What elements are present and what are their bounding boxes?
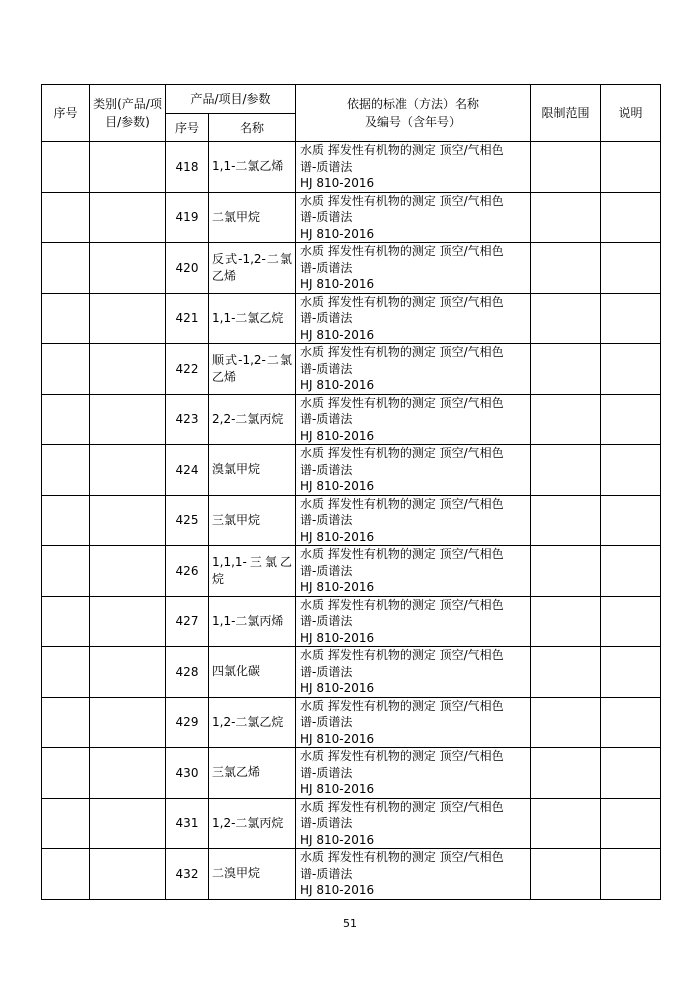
standard-line-2: 谱-质谱法 xyxy=(300,260,353,275)
standard-line-2: 谱-质谱法 xyxy=(300,210,353,224)
standard-line-2: 谱-质谱法 xyxy=(300,412,353,426)
item-name: 三氯甲烷 xyxy=(209,495,296,546)
standard-line-1: 水质 挥发性有机物的测定 顶空/气相色 xyxy=(300,648,504,662)
standard-line-2: 谱-质谱法 xyxy=(300,664,353,679)
limit-cell xyxy=(531,596,601,647)
standard-line-3: HJ 810-2016 xyxy=(300,731,375,746)
standard-line-3: HJ 810-2016 xyxy=(300,226,375,241)
seq-cell xyxy=(42,293,90,344)
item-name: 四氯化碳 xyxy=(209,647,296,698)
seq-cell xyxy=(42,495,90,546)
seq-cell xyxy=(42,697,90,748)
standard-cell xyxy=(296,192,531,243)
note-cell xyxy=(601,243,661,294)
seq-cell xyxy=(42,798,90,849)
standard-line-3: HJ 810-2016 xyxy=(300,782,375,796)
item-number: 419 xyxy=(166,192,209,243)
item-name: 1,1-二氯乙烷 xyxy=(209,293,296,344)
table-row xyxy=(42,697,661,748)
standard-line-1: 水质 挥发性有机物的测定 顶空/气相色 xyxy=(300,294,504,309)
table-row xyxy=(42,394,661,445)
item-name: 溴氯甲烷 xyxy=(209,445,296,496)
item-number: 420 xyxy=(166,243,209,294)
seq-cell xyxy=(42,748,90,799)
limit-cell xyxy=(531,647,601,698)
standard-line-2: 谱-质谱法 xyxy=(300,361,353,376)
item-name: 顺式-1,2-二氯乙烯 xyxy=(209,344,296,395)
note-cell xyxy=(601,394,661,445)
limit-cell xyxy=(531,192,601,243)
note-cell xyxy=(601,596,661,647)
table-row xyxy=(42,293,661,344)
table-row xyxy=(42,192,661,243)
standard-line-3: HJ 810-2016 xyxy=(300,832,375,847)
table-row xyxy=(42,546,661,597)
seq-cell xyxy=(42,344,90,395)
limit-cell xyxy=(531,394,601,445)
item-name: 二溴甲烷 xyxy=(209,849,296,900)
item-number: 427 xyxy=(166,596,209,647)
category-cell xyxy=(90,344,166,395)
limit-cell xyxy=(531,243,601,294)
standard-line-1: 水质 挥发性有机物的测定 顶空/气相色 xyxy=(300,345,504,359)
category-cell xyxy=(90,849,166,900)
seq-cell xyxy=(42,546,90,597)
standard-cell xyxy=(296,647,531,698)
standard-cell xyxy=(296,849,531,900)
item-number: 430 xyxy=(166,748,209,799)
seq-cell xyxy=(42,394,90,445)
note-cell xyxy=(601,546,661,597)
item-name: 1,1,1-三氯乙烷 xyxy=(209,546,296,597)
standard-cell xyxy=(296,697,531,748)
standard-line-2: 谱-质谱法 xyxy=(300,866,353,881)
header-sub-name: 名称 xyxy=(209,114,296,142)
header-seq: 序号 xyxy=(42,85,90,142)
note-cell xyxy=(601,344,661,395)
standard-line-2: 谱-质谱法 xyxy=(300,159,353,174)
item-number: 421 xyxy=(166,293,209,344)
item-number: 422 xyxy=(166,344,209,395)
item-number: 431 xyxy=(166,798,209,849)
standard-line-1: 水质 挥发性有机物的测定 顶空/气相色 xyxy=(300,698,504,713)
item-number: 424 xyxy=(166,445,209,496)
standard-line-1: 水质 挥发性有机物的测定 顶空/气相色 xyxy=(300,143,504,157)
standard-line-3: HJ 810-2016 xyxy=(300,378,375,392)
standard-cell xyxy=(296,445,531,496)
table-row xyxy=(42,748,661,799)
note-cell xyxy=(601,192,661,243)
standard-line-3: HJ 810-2016 xyxy=(300,580,375,594)
seq-cell xyxy=(42,192,90,243)
standard-cell xyxy=(296,344,531,395)
note-cell xyxy=(601,647,661,698)
standard-line-2: 谱-质谱法 xyxy=(300,462,353,477)
table-row xyxy=(42,495,661,546)
limit-cell xyxy=(531,849,601,900)
category-cell xyxy=(90,697,166,748)
note-cell xyxy=(601,748,661,799)
header-standard xyxy=(296,85,531,142)
item-number: 423 xyxy=(166,394,209,445)
category-cell xyxy=(90,243,166,294)
item-name: 三氯乙烯 xyxy=(209,748,296,799)
seq-cell xyxy=(42,596,90,647)
standard-cell xyxy=(296,596,531,647)
standard-cell xyxy=(296,546,531,597)
standard-line-2: 谱-质谱法 xyxy=(300,513,353,527)
standard-line-1: 水质 挥发性有机物的测定 顶空/气相色 xyxy=(300,193,504,208)
seq-cell xyxy=(42,445,90,496)
table-row xyxy=(42,142,661,193)
standard-cell xyxy=(296,798,531,849)
table-row xyxy=(42,596,661,647)
limit-cell xyxy=(531,293,601,344)
limit-cell xyxy=(531,546,601,597)
limit-cell xyxy=(531,142,601,193)
note-cell xyxy=(601,293,661,344)
standard-line-3: HJ 810-2016 xyxy=(300,479,375,493)
standard-line-1: 水质 挥发性有机物的测定 顶空/气相色 xyxy=(300,597,504,612)
standard-line-2: 谱-质谱法 xyxy=(300,816,353,830)
category-cell xyxy=(90,798,166,849)
note-cell xyxy=(601,142,661,193)
table-row xyxy=(42,647,661,698)
category-cell xyxy=(90,748,166,799)
standard-cell xyxy=(296,394,531,445)
category-cell xyxy=(90,596,166,647)
standard-line-3: HJ 810-2016 xyxy=(300,176,375,190)
standard-line-1: 水质 挥发性有机物的测定 顶空/气相色 xyxy=(300,446,504,460)
seq-cell xyxy=(42,647,90,698)
note-cell xyxy=(601,697,661,748)
limit-cell xyxy=(531,495,601,546)
limit-cell xyxy=(531,344,601,395)
note-cell xyxy=(601,849,661,900)
standard-line-1: 水质 挥发性有机物的测定 顶空/气相色 xyxy=(300,244,504,258)
header-limit: 限制范围 xyxy=(531,85,601,142)
seq-cell xyxy=(42,142,90,193)
standard-line-3: HJ 810-2016 xyxy=(300,529,375,544)
standard-line-1: 水质 挥发性有机物的测定 顶空/气相色 xyxy=(300,547,504,561)
item-number: 426 xyxy=(166,546,209,597)
note-cell xyxy=(601,798,661,849)
standard-cell xyxy=(296,142,531,193)
standards-table xyxy=(41,84,661,900)
table-row xyxy=(42,849,661,900)
note-cell xyxy=(601,445,661,496)
note-cell xyxy=(601,495,661,546)
standard-line-1: 水质 挥发性有机物的测定 顶空/气相色 xyxy=(300,395,504,410)
item-name: 1,1-二氯乙烯 xyxy=(209,142,296,193)
standard-cell xyxy=(296,243,531,294)
standard-line-2: 谱-质谱法 xyxy=(300,614,353,628)
item-name: 2,2-二氯丙烷 xyxy=(209,394,296,445)
standard-line-2: 谱-质谱法 xyxy=(300,765,353,780)
standard-cell xyxy=(296,748,531,799)
standard-line-1: 水质 挥发性有机物的测定 顶空/气相色 xyxy=(300,496,504,511)
limit-cell xyxy=(531,798,601,849)
item-name: 反式-1,2-二氯乙烯 xyxy=(209,243,296,294)
standard-line-2: 谱-质谱法 xyxy=(300,715,353,729)
standard-cell xyxy=(296,495,531,546)
standard-line-3: HJ 810-2016 xyxy=(300,277,375,291)
standard-line-1: 水质 挥发性有机物的测定 顶空/气相色 xyxy=(300,799,504,814)
header-sub-seq: 序号 xyxy=(166,114,209,142)
category-cell xyxy=(90,647,166,698)
item-number: 428 xyxy=(166,647,209,698)
standard-line-3: HJ 810-2016 xyxy=(300,681,375,695)
table-row xyxy=(42,798,661,849)
item-name: 1,2-二氯丙烷 xyxy=(209,798,296,849)
header-note: 说明 xyxy=(601,85,661,142)
table-row xyxy=(42,445,661,496)
category-cell xyxy=(90,495,166,546)
category-cell xyxy=(90,546,166,597)
item-number: 432 xyxy=(166,849,209,900)
standard-line-3: HJ 810-2016 xyxy=(300,883,375,897)
standard-line-2: 谱-质谱法 xyxy=(300,311,353,325)
header-standard-line2: 及编号（含年号） xyxy=(364,115,461,129)
category-cell xyxy=(90,445,166,496)
standard-line-3: HJ 810-2016 xyxy=(300,327,375,342)
limit-cell xyxy=(531,445,601,496)
table-row xyxy=(42,344,661,395)
seq-cell xyxy=(42,243,90,294)
item-name: 二氯甲烷 xyxy=(209,192,296,243)
header-standard-line1: 依据的标准（方法）名称 xyxy=(346,97,479,111)
category-cell xyxy=(90,293,166,344)
header-product-group: 产品/项目/参数 xyxy=(166,85,296,114)
limit-cell xyxy=(531,697,601,748)
category-cell xyxy=(90,192,166,243)
standard-line-3: HJ 810-2016 xyxy=(300,428,375,443)
item-name: 1,2-二氯乙烷 xyxy=(209,697,296,748)
seq-cell xyxy=(42,849,90,900)
item-number: 429 xyxy=(166,697,209,748)
table-row xyxy=(42,243,661,294)
standard-line-2: 谱-质谱法 xyxy=(300,563,353,578)
item-number: 418 xyxy=(166,142,209,193)
standard-line-1: 水质 挥发性有机物的测定 顶空/气相色 xyxy=(300,749,504,763)
item-number: 425 xyxy=(166,495,209,546)
standard-line-1: 水质 挥发性有机物的测定 顶空/气相色 xyxy=(300,850,504,864)
limit-cell xyxy=(531,748,601,799)
page-number: 51 xyxy=(343,917,357,930)
header-category: 类别(产品/项目/参数) xyxy=(90,85,166,142)
category-cell xyxy=(90,142,166,193)
standard-cell xyxy=(296,293,531,344)
category-cell xyxy=(90,394,166,445)
item-name: 1,1-二氯丙烯 xyxy=(209,596,296,647)
standard-line-3: HJ 810-2016 xyxy=(300,630,375,645)
